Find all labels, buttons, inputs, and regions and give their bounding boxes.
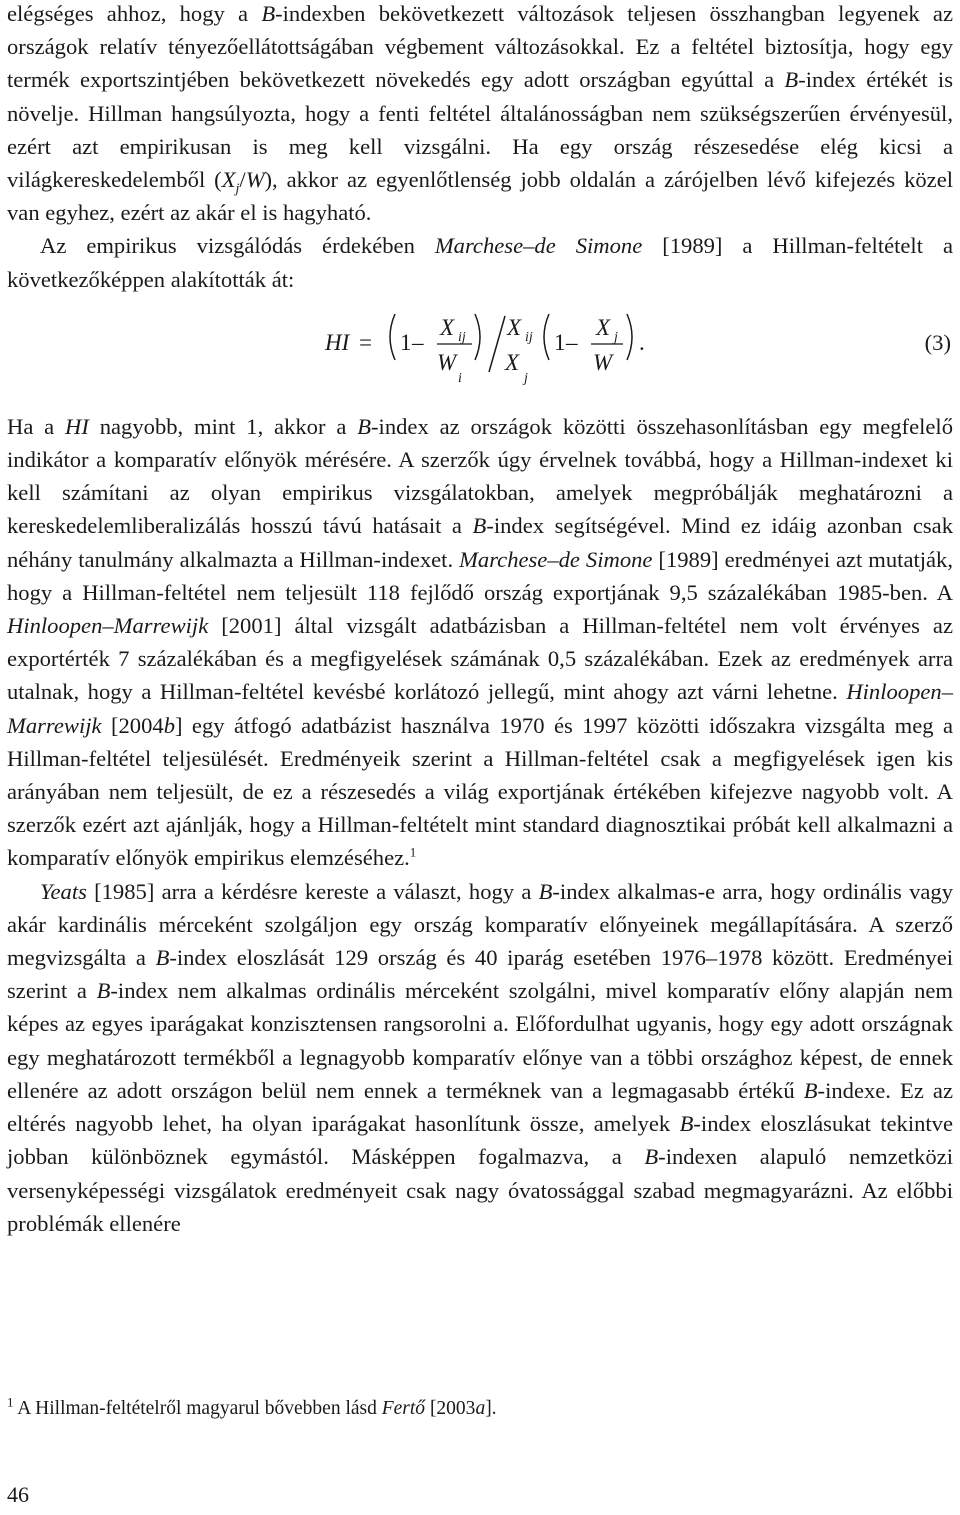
p4-segment: -index eloszlását 129 ország és 40 iparág esetében 1976–1978 között. Eredményei szerint a — [7, 945, 953, 1004]
frac1-den-sub: i — [458, 370, 462, 386]
p1-segment: B — [784, 67, 799, 93]
paragraph-1 — [7, 0, 953, 229]
p3-segment: Hinloopen–Marrewijk — [7, 613, 209, 639]
footnote-segment: A Hillman-feltételről magyarul bővebben lásd — [13, 1398, 382, 1419]
p1-segment: W — [245, 167, 265, 193]
frac1-den: W — [437, 349, 457, 375]
p4-segment: -indexen alapuló nemzetközi versenyképességi vizsgálatok eredményeit csak nagy óvatossággal szabad megmagyarázni. Az előbbi problémák ellenére — [7, 1144, 953, 1236]
p3-segment: B — [472, 513, 487, 539]
frac2-den-sub: j — [524, 370, 528, 386]
p3-segment: Ha a — [7, 413, 66, 439]
p3-segment: -index az országok közötti összehasonlításban egy megfelelő indikátor a komparatív előnyök mérésére. A szerzők úgy érvelnek továbbá, hogy a Hillman-indexet ki kell számítani az olyan empirikus vizsgálatokban, amelyek megpróbálják meghatározni a kereskedelemliberalizálás hosszú távú hatásait a — [7, 413, 953, 539]
p4-segment: B — [803, 1077, 818, 1103]
equation-equals: = — [359, 329, 372, 355]
left-paren-2 — [544, 314, 549, 360]
p4-segment: B — [538, 878, 553, 904]
equation-minus-2: – — [566, 329, 578, 355]
equation-number: (3) — [924, 329, 951, 355]
equation-one-2: 1 — [554, 329, 566, 355]
p3-segment: B — [357, 413, 372, 439]
footnote-mark: 1 — [7, 1394, 14, 1410]
footnote-1 — [7, 1396, 947, 1422]
frac2-num: X — [507, 314, 522, 340]
p3-segment: HI — [65, 413, 89, 439]
p4-segment: B — [679, 1111, 694, 1137]
frac3-num-sub: j — [614, 329, 618, 345]
frac3-den: W — [593, 349, 613, 375]
p4-segment: -indexe. Ez az eltérés nagyobb lehet, ha olyan iparágakat hasonlítunk össze, amelyek — [7, 1077, 953, 1137]
footnote-segment: a — [475, 1398, 486, 1419]
p3-segment: nagyobb, mint 1, akkor a — [88, 413, 358, 439]
equation-one-1: 1 — [400, 329, 412, 355]
p4-segment: -index alkalmas-e arra, hogy ordinális vagy akár kardinális mérceként szolgáljon egy ország komparatív előnyeinek megállapítására. A szerző megvizsgálta a — [7, 878, 953, 971]
footnote-segment: Fertő — [381, 1398, 426, 1419]
p3-segment: [1989] eredményei azt mutatják, hogy a Hillman-feltétel nem teljesült 118 fejlődő ország exportjának 9,5 százalékában 1985-ben. A — [7, 546, 954, 605]
p1-segment: -index értékét is növelje. Hillman hangsúlyozta, hogy a fenti feltétel általánosságban nem szükségszerűen érvényesül, ezért azt empirikusan is meg kell vizsgálni. Ha egy ország részesedése elég kicsi a világkereskedelemből ( — [7, 67, 954, 193]
frac1-num: X — [440, 314, 455, 340]
right-paren-2 — [627, 314, 632, 360]
footnote-text — [14, 1398, 497, 1419]
equation-end-dot: . — [639, 329, 645, 355]
p3-segment: [2001] által vizsgált adatbázisban a Hillman-feltétel nem volt érvényes az exportérték 7 százalékában és a megfigyelések számának 0,5 százalékában. Ezek az eredmények arra utalnak, hogy a Hillman-feltétel kevésbé korlátozó jellegű, mint ahogy azt várni lehetne. — [7, 613, 953, 705]
footnote-segment: [2003 — [425, 1398, 476, 1419]
frac2-num-sub: ij — [525, 329, 533, 345]
p3-segment: Marchese–de Simone — [459, 546, 653, 572]
p1-segment: X — [221, 167, 236, 193]
p1-segment: / — [239, 167, 246, 193]
division-slash — [489, 316, 505, 372]
p1-segment: elégséges ahhoz, hogy a — [7, 1, 262, 26]
p1-segment: B — [261, 1, 276, 26]
p2-segment: [1989] a Hillman-feltételt a következőképpen alakították át: — [7, 233, 953, 292]
paragraph-4 — [7, 875, 953, 1240]
paragraph-3 — [7, 410, 953, 875]
p3-segment: 1 — [409, 844, 417, 860]
p3-segment: b — [163, 712, 175, 738]
p4-segment: B — [96, 978, 111, 1004]
equation-lhs: HI — [325, 329, 350, 355]
paragraph-2 — [7, 229, 953, 295]
p1-segment: j — [235, 181, 240, 197]
p2-segment: Marchese–de Simone — [434, 233, 643, 259]
p2-segment: Az empirikus vizsgálódás érdekében — [40, 233, 435, 259]
p4-segment: B — [155, 945, 170, 971]
frac1-num-sub: ij — [458, 329, 466, 345]
page-number: 46 — [7, 1482, 29, 1507]
equation-minus-1: – — [412, 329, 424, 355]
p4-segment: -index nem alkalmas ordinális mérceként szolgálni, mivel komparatív előny alapján nem képes az egyes iparágakat konzisztensen rangsorolni a. Előfordulhat ugyanis, hogy egy adott országnak egy meghatározott termékből a legnagyobb komparatív előnye van a többi országhoz képest, de ennek ellenére az adott országon belül nem ennek a terméknek van a legmagasabb értékű — [7, 978, 953, 1103]
equation-graphic — [7, 298, 953, 410]
frac2-den: X — [505, 349, 520, 375]
p4-segment: Yeats — [40, 878, 87, 904]
p3-segment: [2004 — [101, 712, 164, 738]
right-paren — [475, 314, 480, 360]
left-paren — [390, 314, 395, 360]
p3-segment: -index segítségével. Mind ez idáig azonban csak néhány tanulmány alkalmazta a Hillman-indexet. — [7, 513, 953, 572]
p3-segment: ] egy átfogó adatbázist használva 1970 és 1997 közötti időszakra vizsgálta meg a Hillman-feltétel teljesülését. Eredményeik szerint a Hillman-feltétel csak a megfigyelések igen kis arányában nem teljesült, de ez a részesedés a világ exportjának értékében kifejezve nagyobb volt. A szerzők ezért azt ajánlják, hogy a Hillman-feltételt mint standard diagnosztikai próbát kell alkalmazni a komparatív előnyök empirikus elemzéséhez. — [7, 712, 953, 871]
body-text — [7, 0, 953, 1240]
p4-segment: B — [644, 1144, 659, 1170]
footnote-segment: ]. — [485, 1398, 497, 1419]
equation-3 — [7, 298, 953, 410]
p3-segment: Hinloopen–Marrewijk — [7, 679, 953, 738]
p1-segment: -indexben bekövetkezett változások teljesen összhangban legyenek az országok relatív tényezőellátottságában végbement változásokkal. Ez a feltétel biztosítja, hogy egy termék exportszintjében bekövetkezett növekedés egy adott országban egyúttal a — [7, 1, 953, 93]
frac3-num: X — [596, 314, 611, 340]
p1-segment: ), akkor az egyenlőtlenség jobb oldalán a zárójelben lévő kifejezés közel van egyhez, ezért az akár el is hagyható. — [7, 167, 954, 226]
p4-segment: [1985] arra a kérdésre kereste a választ, hogy a — [86, 878, 539, 904]
p4-segment: -index eloszlásukat tekintve jobban különböznek egymástól. Másképpen fogalmazva, a — [7, 1111, 953, 1170]
